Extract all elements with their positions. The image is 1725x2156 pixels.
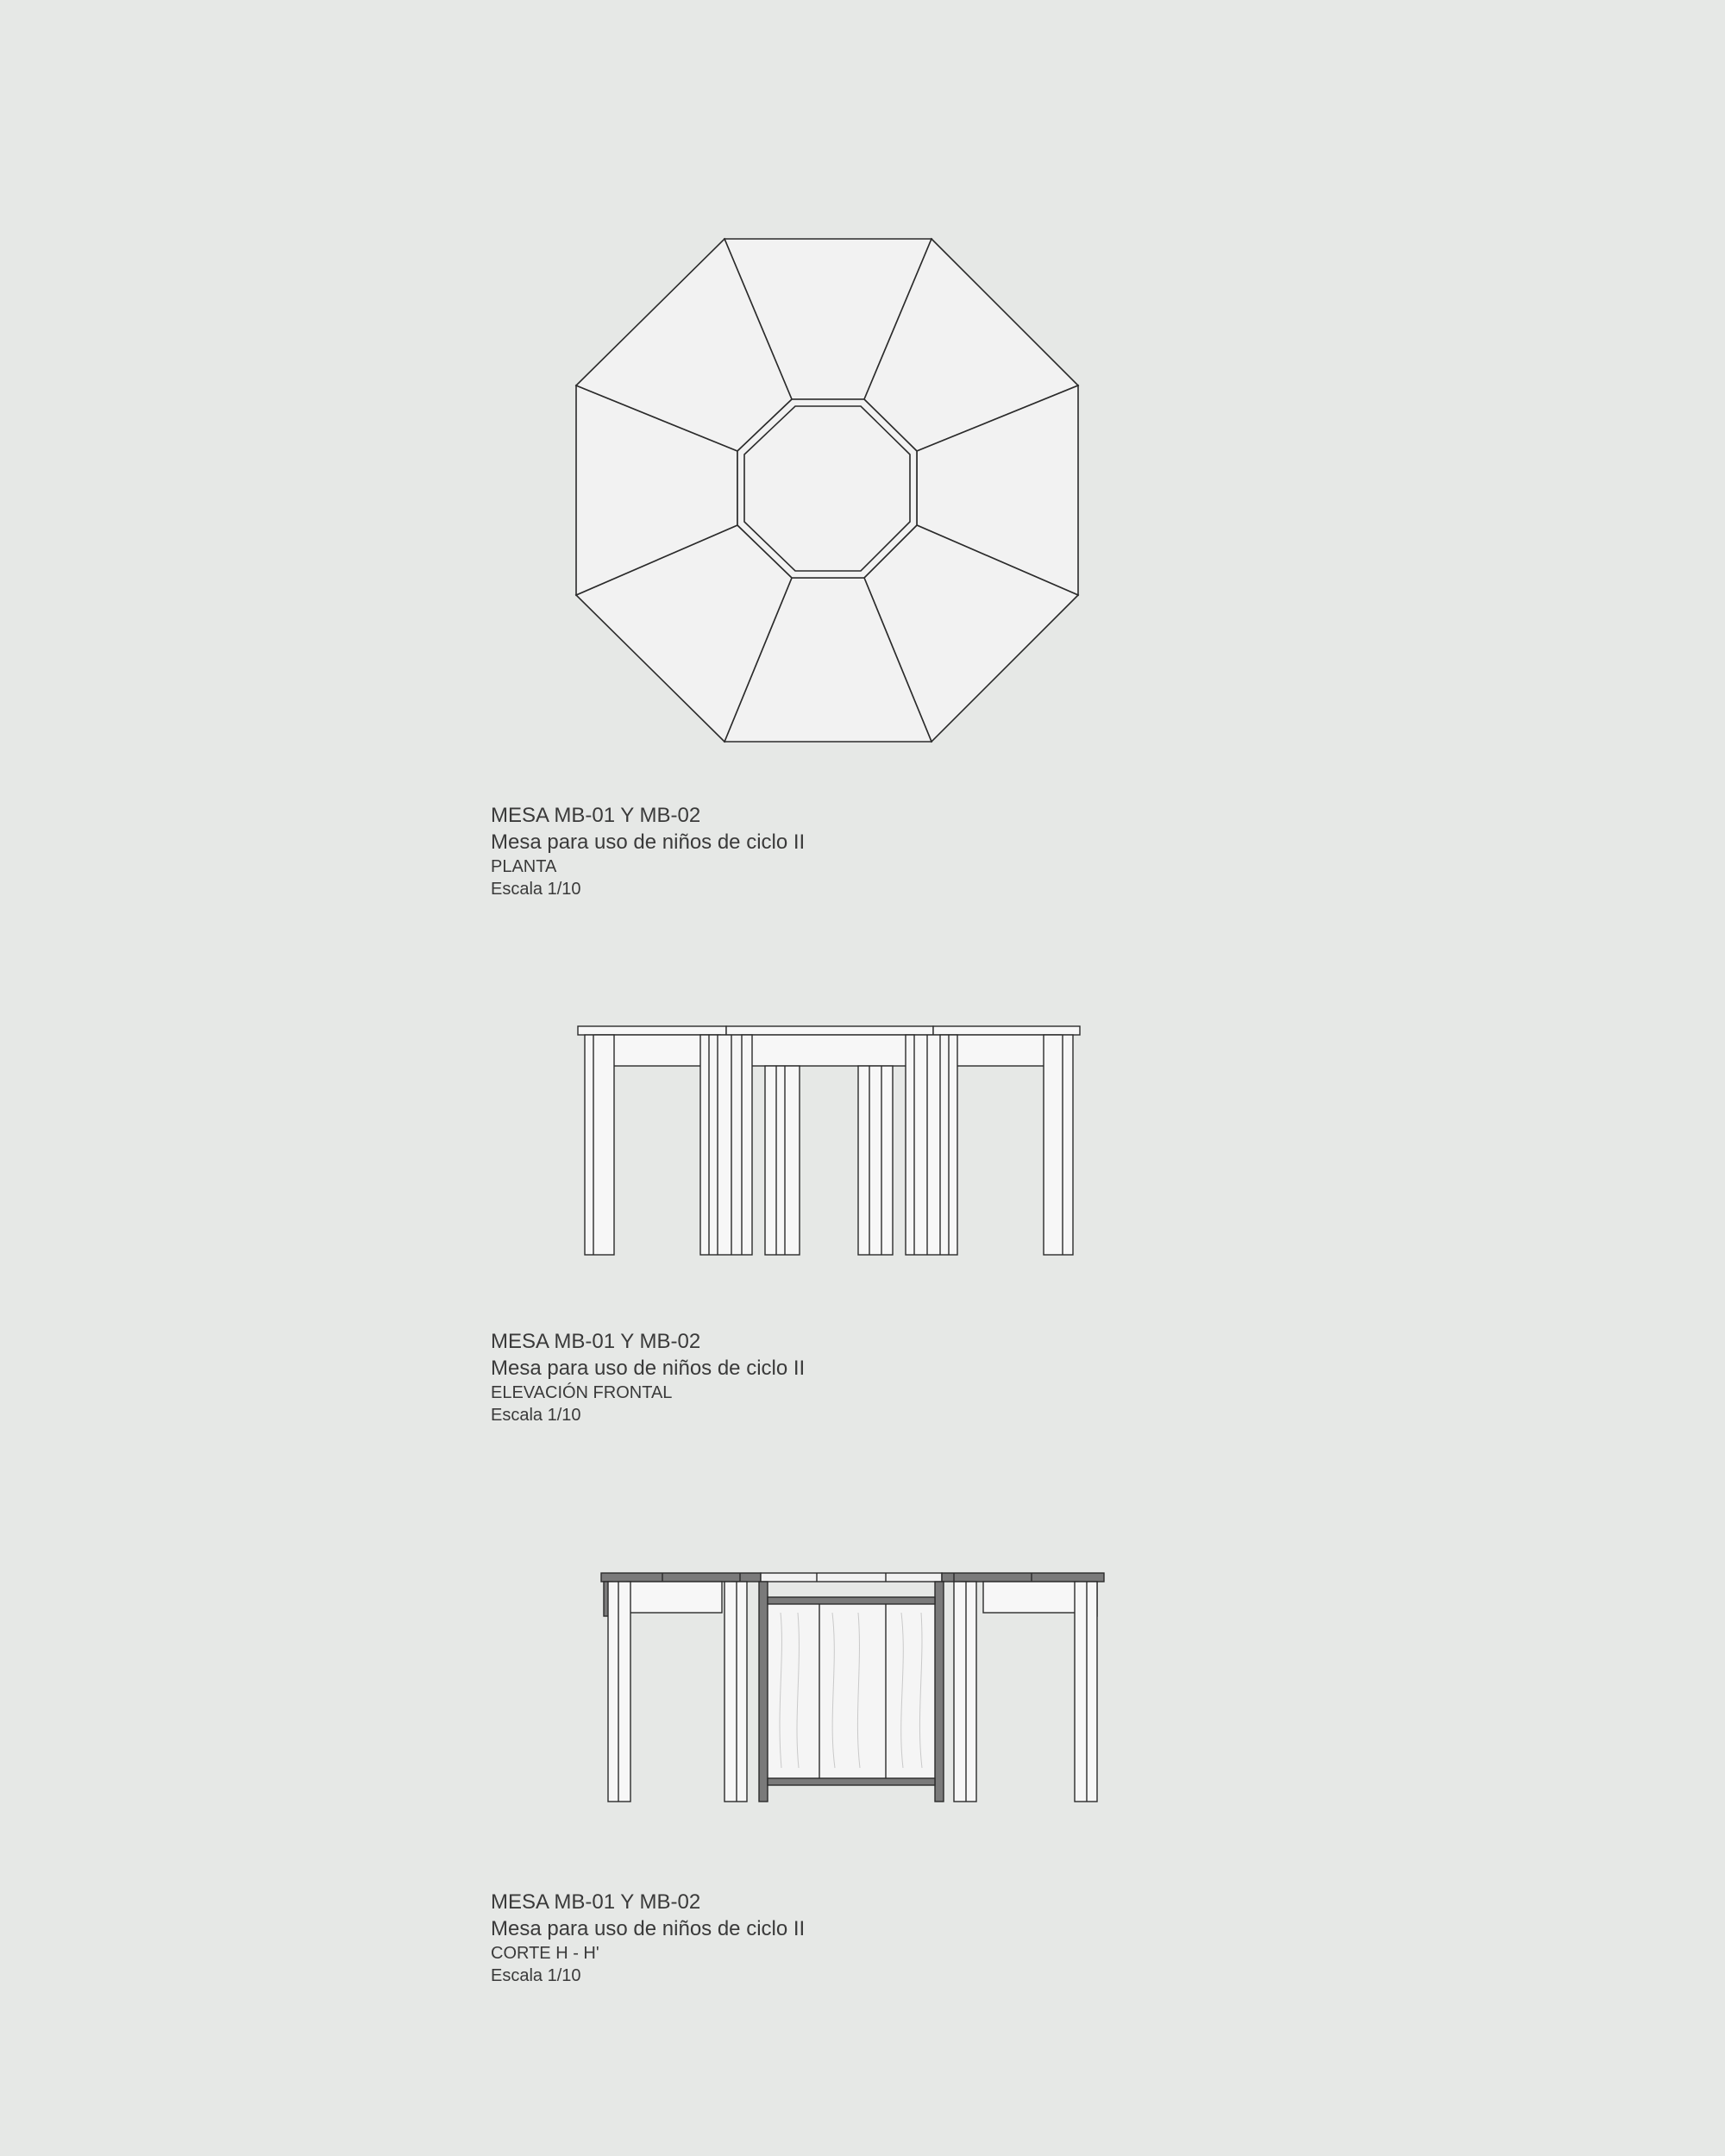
caption-scale: Escala 1/10 xyxy=(491,1966,581,1985)
caption-title: MESA MB-01 Y MB-02 xyxy=(491,804,701,827)
section-top-left xyxy=(601,1573,761,1582)
section-view-drawing xyxy=(0,1535,1725,1820)
section-frame-post xyxy=(935,1582,944,1802)
elevation-apron-right xyxy=(940,1035,1061,1066)
caption-title: MESA MB-01 Y MB-02 xyxy=(491,1330,701,1353)
elevation-top-right xyxy=(933,1026,1080,1035)
caption-plan xyxy=(491,802,805,900)
caption-title: MESA MB-01 Y MB-02 xyxy=(491,1890,701,1914)
elevation-leg xyxy=(585,1035,614,1255)
section-frame-rail xyxy=(768,1778,935,1785)
section-center-panel xyxy=(766,1602,938,1783)
caption-view-name: PLANTA xyxy=(491,857,557,876)
elevation-apron-center xyxy=(742,1035,914,1066)
caption-view-name: ELEVACIÓN FRONTAL xyxy=(491,1383,673,1402)
caption-subtitle: Mesa para uso de niños de ciclo II xyxy=(491,1917,806,1940)
section-leg xyxy=(1075,1582,1097,1802)
section-leg xyxy=(954,1582,976,1802)
elevation-leg xyxy=(858,1066,893,1255)
elevation-leg xyxy=(906,1035,957,1255)
caption-scale: Escala 1/10 xyxy=(491,880,581,899)
plan-inner-ring-inner xyxy=(744,406,910,571)
section-apron-right xyxy=(983,1582,1078,1613)
section-leg xyxy=(608,1582,630,1802)
elevation-leg xyxy=(700,1035,752,1255)
section-leg xyxy=(724,1582,747,1802)
elevation-top-center xyxy=(726,1026,933,1035)
elevation-leg xyxy=(765,1066,800,1255)
section-frame-post xyxy=(759,1582,768,1802)
section-apron-left xyxy=(627,1582,722,1613)
caption-view-name: CORTE H - H' xyxy=(491,1944,599,1963)
front-elevation-drawing xyxy=(0,992,1725,1268)
elevation-leg xyxy=(1044,1035,1073,1255)
caption-scale: Escala 1/10 xyxy=(491,1406,581,1425)
caption-subtitle: Mesa para uso de niños de ciclo II xyxy=(491,1357,806,1380)
section-top-center xyxy=(761,1573,942,1582)
caption-subtitle: Mesa para uso de niños de ciclo II xyxy=(491,830,806,854)
caption-elevation xyxy=(491,1328,805,1426)
section-frame-rail xyxy=(768,1597,935,1604)
plan-view-drawing xyxy=(0,0,1725,776)
caption-section xyxy=(491,1889,805,1987)
elevation-top-left xyxy=(578,1026,726,1035)
section-top-right xyxy=(942,1573,1104,1582)
